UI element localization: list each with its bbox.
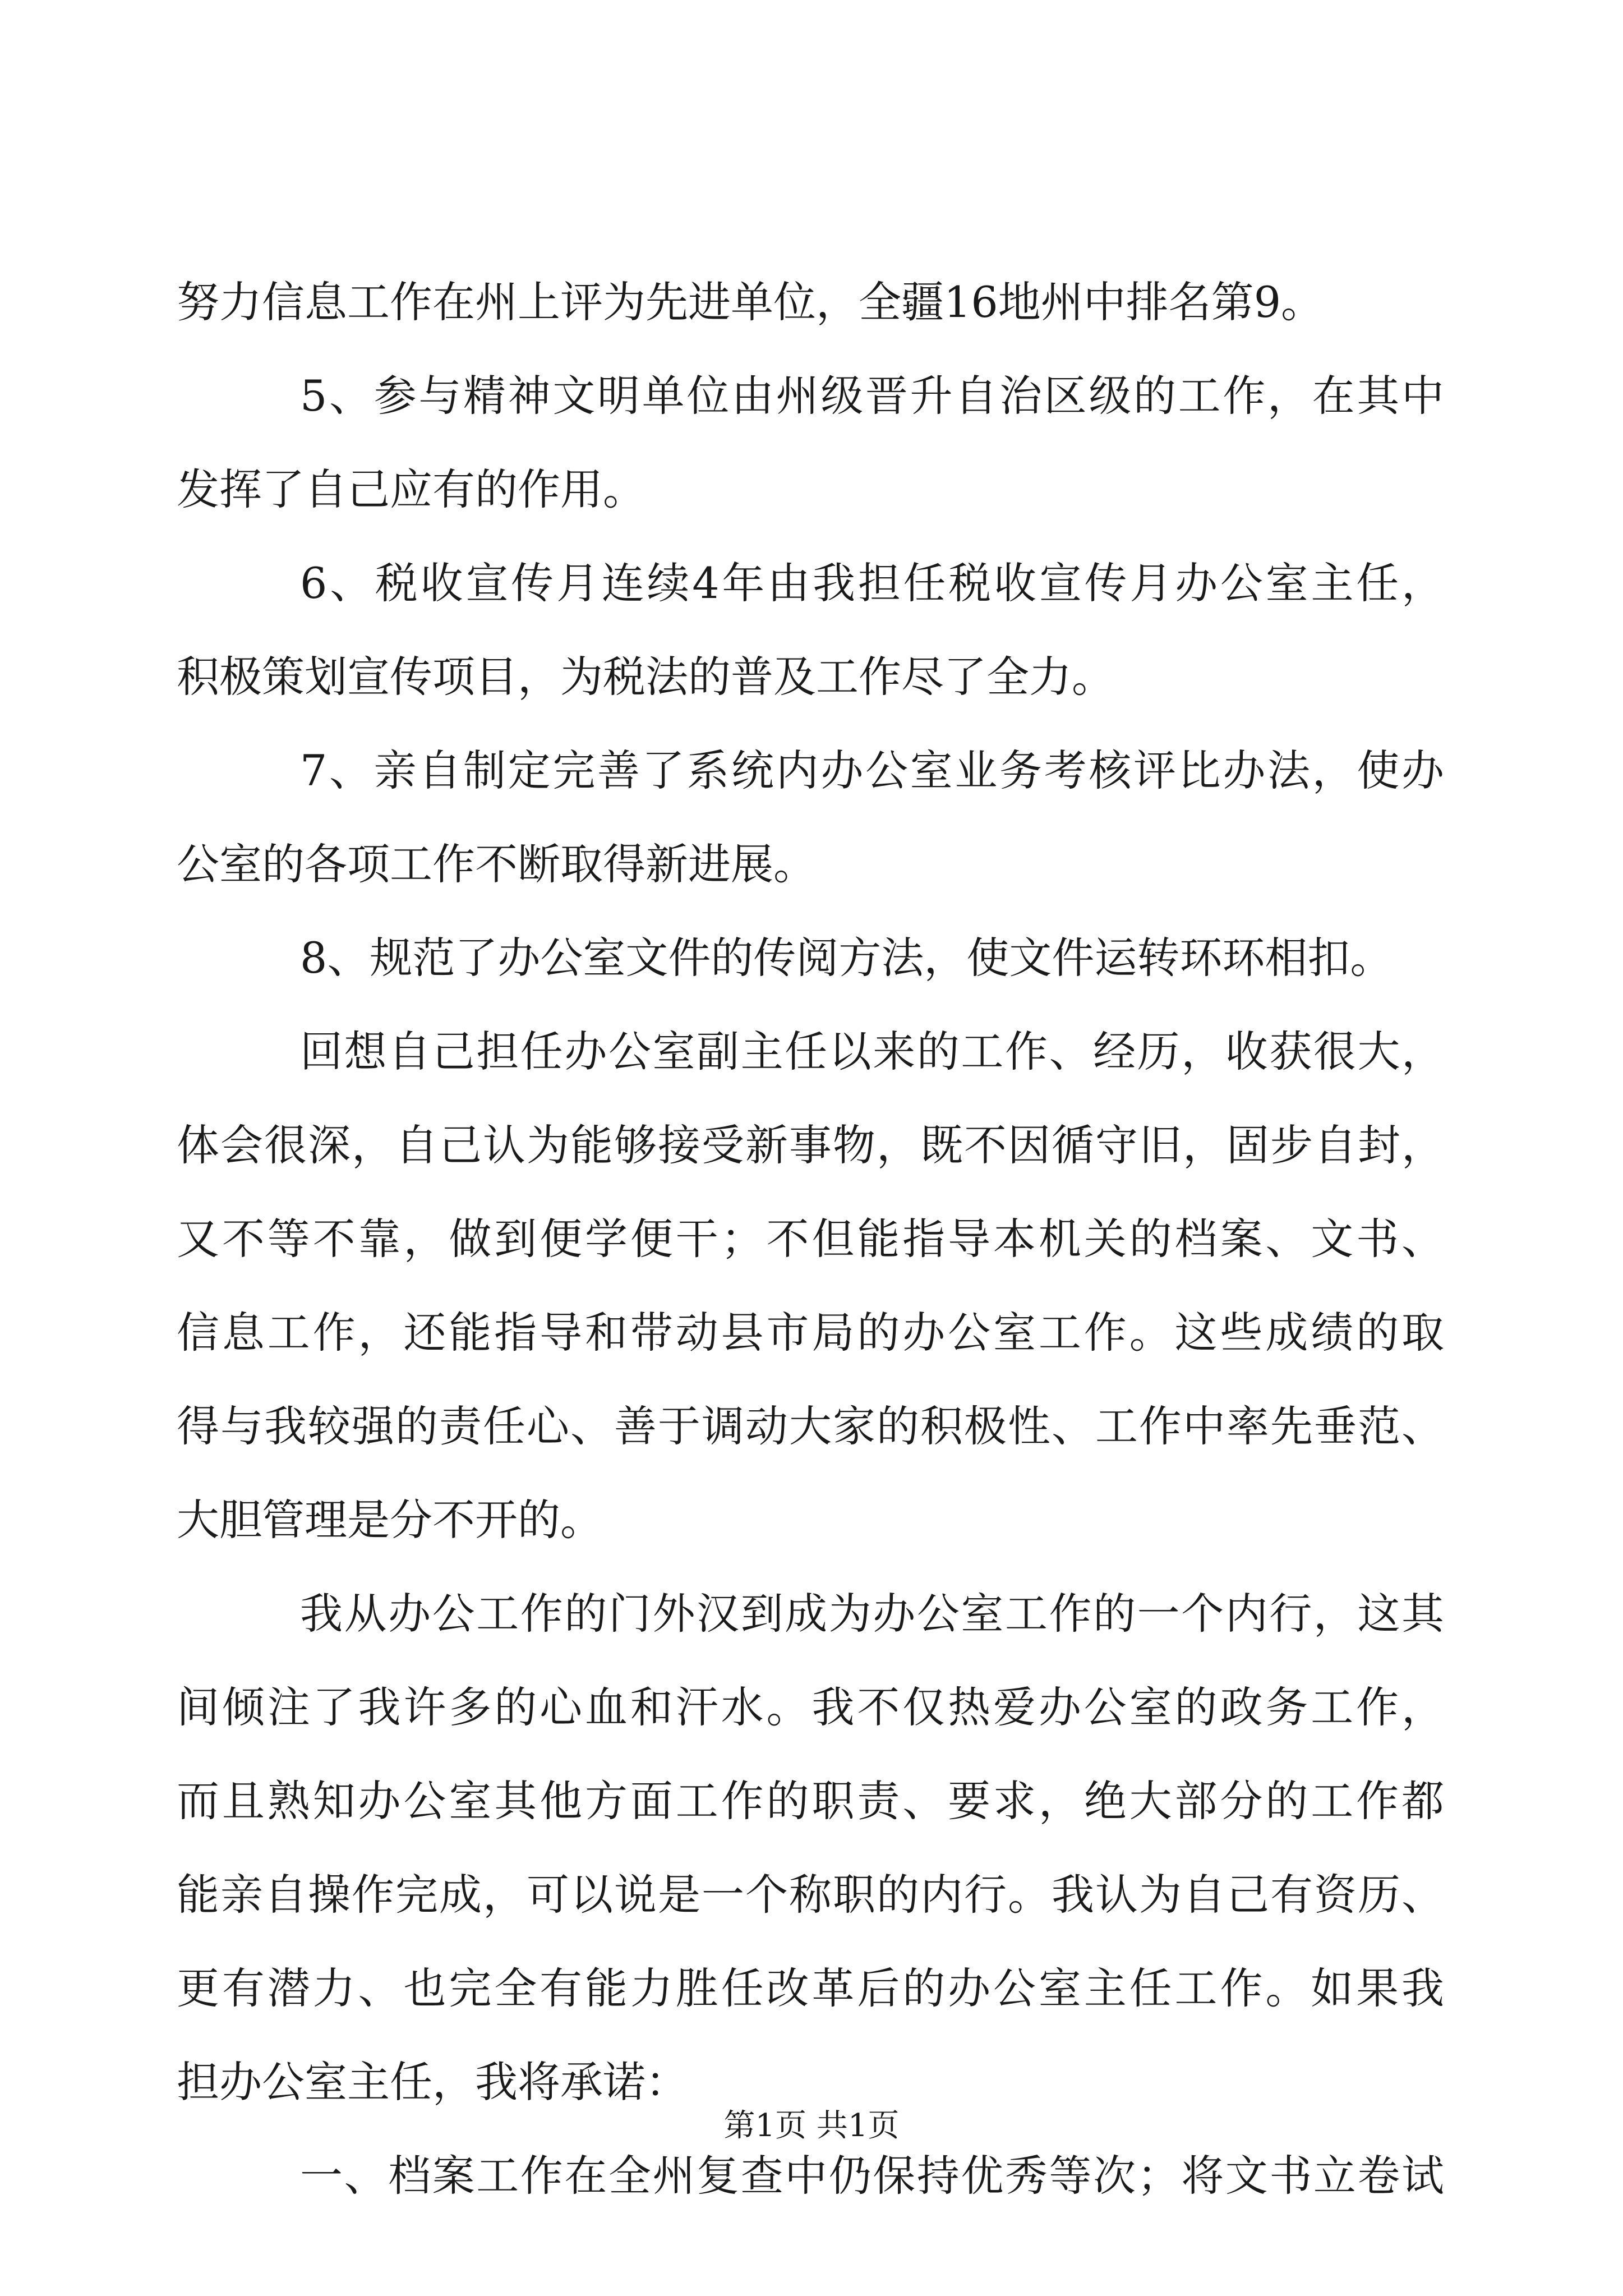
text-line: 5、参与精神文明单位由州级晋升自治区级的工作，在其中: [300, 371, 1444, 421]
text-line: 7、亲自制定完善了系统内办公室业务考核评比办法，使办: [300, 746, 1444, 795]
text-line: 体会很深，自己认为能够接受新事物，既不因循守旧，固步自封，: [177, 1120, 1444, 1170]
text-line: 又不等不靠，做到便学便干；不但能指导本机关的档案、文书、: [177, 1214, 1444, 1264]
text-line: 积极策划宣传项目，为税法的普及工作尽了全力。: [177, 652, 1114, 702]
text-line: 发挥了自己应有的作用。: [177, 464, 645, 514]
text-line: 一、档案工作在全州复查中仍保持优秀等次；将文书立卷试: [300, 2151, 1444, 2201]
text-line: 回想自己担任办公室副主任以来的工作、经历，收获很大，: [300, 1027, 1444, 1076]
text-line: 我从办公工作的门外汉到成为办公室工作的一个内行，这其: [300, 1589, 1444, 1639]
text-line: 间倾注了我许多的心血和汗水。我不仅热爱办公室的政务工作，: [177, 1682, 1444, 1732]
text-line: 大胆管理是分不开的。: [177, 1495, 603, 1545]
text-line: 得与我较强的责任心、善于调动大家的积极性、工作中率先垂范、: [177, 1401, 1444, 1451]
text-line: 信息工作，还能指导和带动县市局的办公室工作。这些成绩的取: [177, 1308, 1444, 1358]
text-line: 能亲自操作完成，可以说是一个称职的内行。我认为自己有资历、: [177, 1870, 1444, 1920]
text-line: 努力信息工作在州上评为先进单位，全疆16地州中排名第9。: [177, 277, 1324, 327]
text-line: 公室的各项工作不断取得新进展。: [177, 839, 816, 889]
text-line: 担办公室主任，我将承诺：: [177, 2057, 688, 2107]
text-line: 更有潜力、也完全有能力胜任改革后的办公室主任工作。如果我: [177, 1963, 1444, 2013]
text-line: 而且熟知办公室其他方面工作的职责、要求，绝大部分的工作都: [177, 1776, 1444, 1826]
page-footer: 第1页 共1页: [723, 2108, 900, 2144]
text-line: 8、规范了办公室文件的传阅方法，使文件运转环环相扣。: [300, 933, 1393, 983]
document-body: [177, 255, 1444, 2223]
text-line: 6、税收宣传月连续4年由我担任税收宣传月办公室主任，: [300, 558, 1444, 608]
